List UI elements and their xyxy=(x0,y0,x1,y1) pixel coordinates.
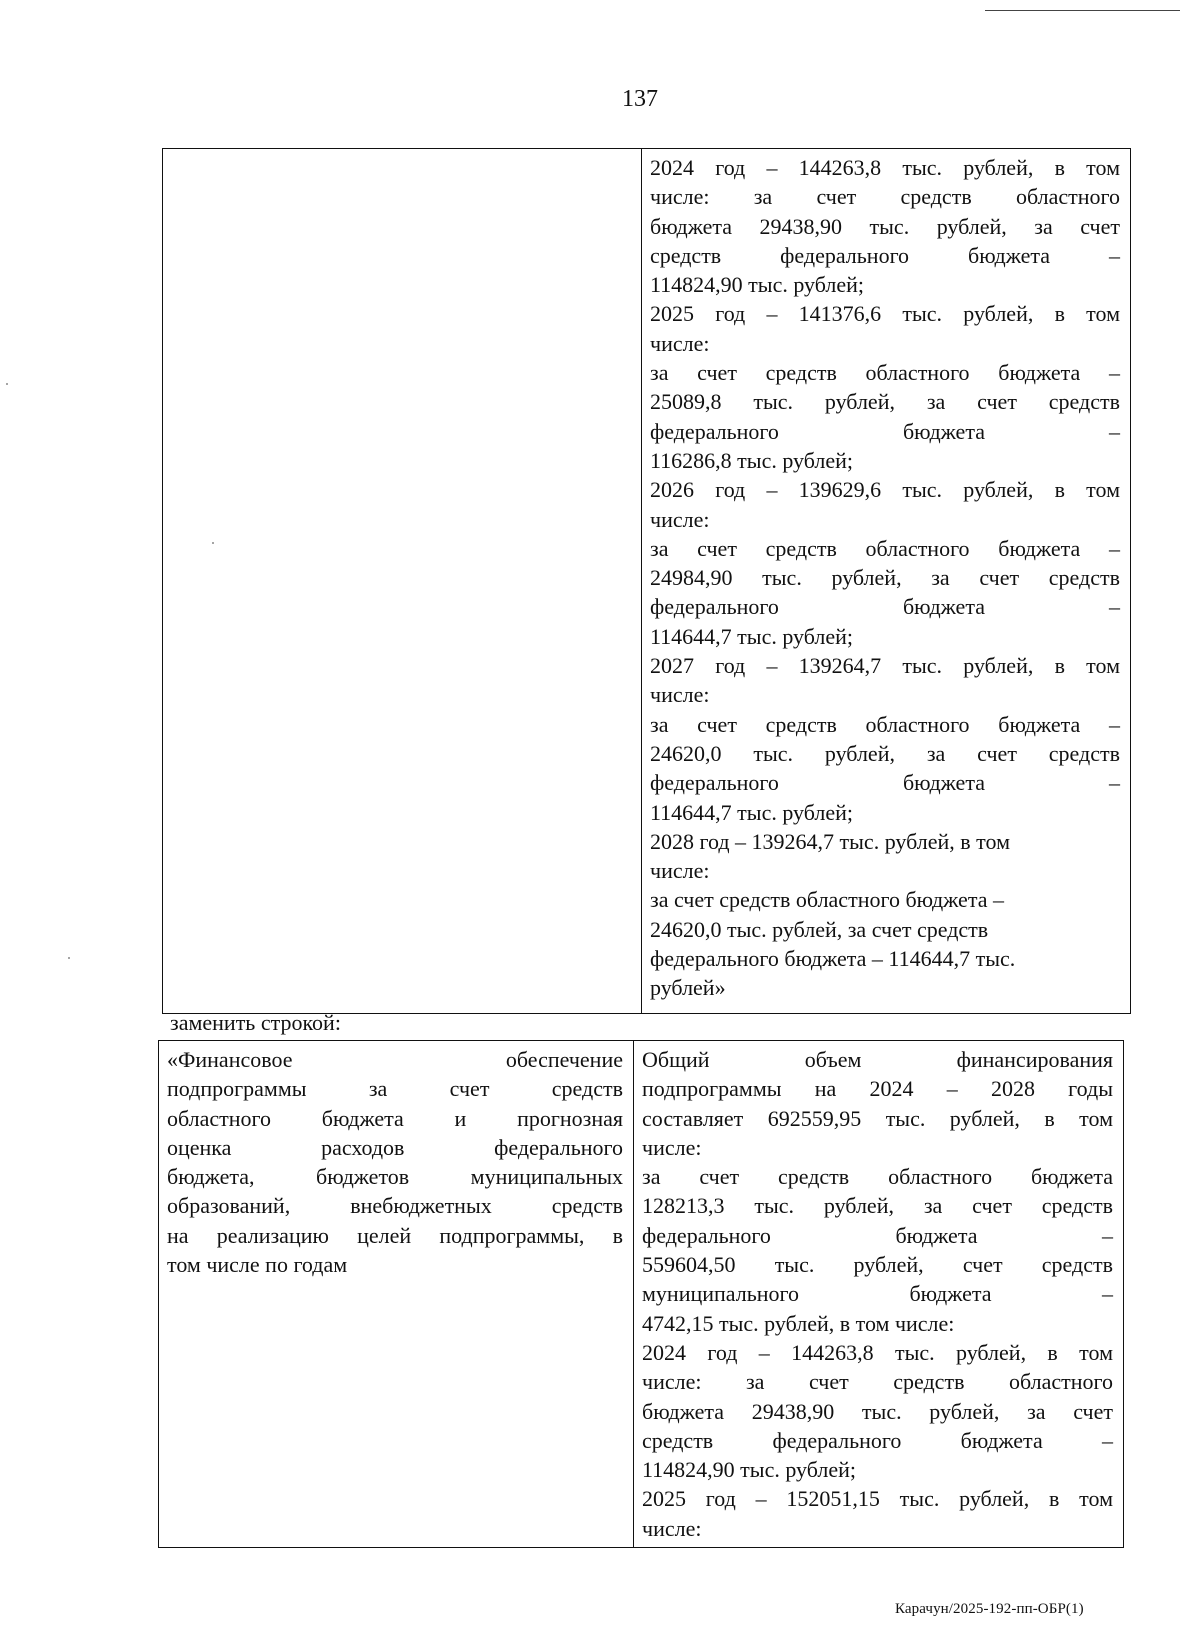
text-line: подпрограммы на 2024 – 2028 годы xyxy=(642,1076,1113,1102)
scan-speck xyxy=(68,957,70,959)
text-line: областного бюджета и прогнозная xyxy=(167,1105,623,1131)
text-line: федерального бюджета – 114644,7 тыс. xyxy=(650,946,1016,972)
text-line: числе: за счет средств областного xyxy=(642,1369,1113,1395)
text-line: рублей» xyxy=(650,975,726,1001)
table-row xyxy=(159,1041,1124,1548)
text-line: составляет 692559,95 тыс. рублей, в том xyxy=(642,1105,1113,1131)
text-line: муниципального бюджета – xyxy=(642,1281,1113,1307)
text-line: федерального бюджета – xyxy=(650,770,1120,796)
text-line: 2026 год – 139629,6 тыс. рублей, в том xyxy=(650,477,1120,503)
text-line: 2025 год – 141376,6 тыс. рублей, в том xyxy=(650,301,1120,327)
text-line: «Финансовое обеспечение xyxy=(167,1047,623,1072)
text-line: Общий объем финансирования xyxy=(642,1047,1113,1072)
table-cell-label xyxy=(163,149,642,1014)
text-line: средств федерального бюджета – xyxy=(642,1427,1113,1453)
document-code: Карачун/2025-192-пп-ОБР(1) xyxy=(895,1601,1084,1617)
text-line: за счет средств областного бюджета xyxy=(642,1164,1113,1190)
text-line: бюджета 29438,90 тыс. рублей, за счет xyxy=(650,213,1120,239)
text-line: средств федерального бюджета – xyxy=(650,242,1120,268)
text-line: 24984,90 тыс. рублей, за счет средств xyxy=(650,565,1120,591)
text-line: за счет средств областного бюджета – xyxy=(650,711,1120,737)
text-line: на реализацию целей подпрограммы, в xyxy=(167,1222,623,1248)
text-line: 24620,0 тыс. рублей, за счет средств xyxy=(650,740,1120,766)
text-line: 2027 год – 139264,7 тыс. рублей, в том xyxy=(650,653,1120,679)
scan-speck xyxy=(6,383,8,385)
table-cell-label xyxy=(159,1041,634,1548)
text-line: федерального бюджета – xyxy=(650,418,1120,444)
text-line: 128213,3 тыс. рублей, за счет средств xyxy=(642,1193,1113,1219)
text-line: федерального бюджета – xyxy=(650,594,1120,620)
table-cell-value xyxy=(634,1041,1124,1548)
text-line: 25089,8 тыс. рублей, за счет средств xyxy=(650,389,1120,415)
replace-note: заменить строкой: xyxy=(170,1010,341,1035)
financing-table-old xyxy=(162,148,1131,1014)
text-line: числе: xyxy=(650,506,710,532)
text-line: образований, внебюджетных средств xyxy=(167,1193,623,1219)
text-line: федерального бюджета – xyxy=(642,1222,1113,1248)
text-line: за счет средств областного бюджета – xyxy=(650,360,1120,386)
text-line: числе: xyxy=(650,682,710,708)
text-line: числе: xyxy=(642,1515,702,1541)
table-cell-value xyxy=(642,149,1131,1014)
financing-table-new xyxy=(158,1040,1124,1548)
text-line: 2024 год – 144263,8 тыс. рублей, в том xyxy=(642,1339,1113,1365)
text-line: за счет средств областного бюджета – xyxy=(650,535,1120,561)
text-line: бюджета 29438,90 тыс. рублей, за счет xyxy=(642,1398,1113,1424)
text-line: подпрограммы за счет средств xyxy=(167,1076,623,1102)
text-line: 114824,90 тыс. рублей; xyxy=(642,1457,857,1483)
text-line: 559604,50 тыс. рублей, счет средств xyxy=(642,1252,1113,1278)
text-line: числе: xyxy=(650,330,710,356)
text-line: том числе по годам xyxy=(167,1252,348,1278)
text-line: 2025 год – 152051,15 тыс. рублей, в том xyxy=(642,1486,1113,1512)
table-row xyxy=(163,149,1131,1014)
text-line: 114644,7 тыс. рублей; xyxy=(650,623,854,649)
text-line: 4742,15 тыс. рублей, в том числе: xyxy=(642,1310,955,1336)
text-line: 2028 год – 139264,7 тыс. рублей, в том xyxy=(650,828,1010,854)
text-line: числе: xyxy=(642,1134,702,1160)
text-line: 116286,8 тыс. рублей; xyxy=(650,447,854,473)
text-line: 2024 год – 144263,8 тыс. рублей, в том xyxy=(650,155,1120,180)
text-line: числе: xyxy=(650,858,710,884)
text-line: числе: за счет средств областного xyxy=(650,184,1120,210)
text-line: 114644,7 тыс. рублей; xyxy=(650,799,854,825)
text-line: за счет средств областного бюджета – xyxy=(650,887,1004,913)
text-line: бюджета, бюджетов муниципальных xyxy=(167,1164,623,1190)
page-number: 137 xyxy=(622,86,658,112)
text-line: 24620,0 тыс. рублей, за счет средств xyxy=(650,916,989,942)
text-line: оценка расходов федерального xyxy=(167,1134,623,1160)
text-line: 114824,90 тыс. рублей; xyxy=(650,272,865,298)
top-rule xyxy=(985,10,1180,11)
